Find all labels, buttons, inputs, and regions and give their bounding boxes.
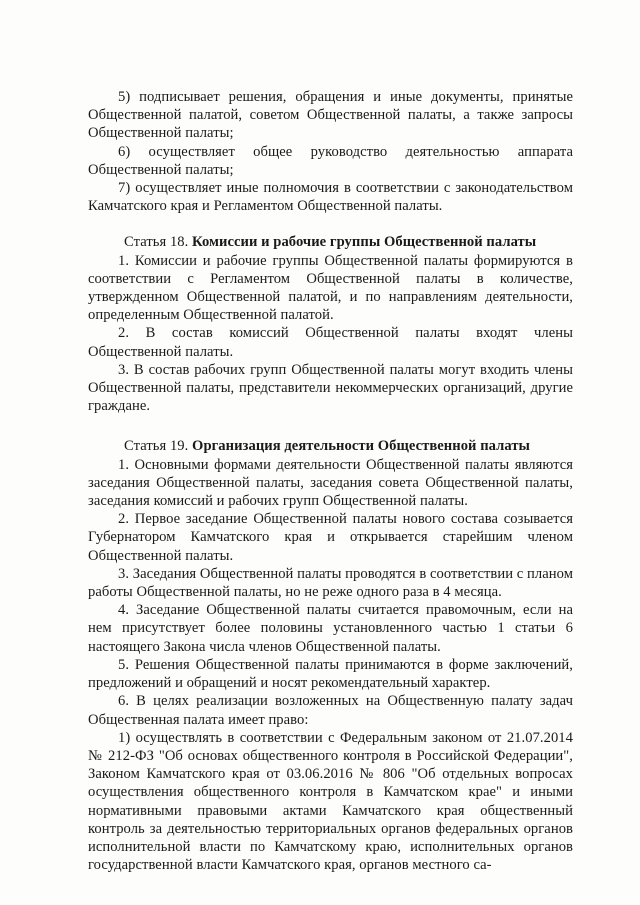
paragraph-7: 7) осуществляет иные полномочия в соответствии с законодательством Камчатского края и Регламентом Общественной палаты.: [88, 180, 573, 215]
paragraph-6: 6) осуществляет общее руководство деятельностью аппарата Общественной палаты;: [88, 143, 573, 178]
article-19-paragraph-5: 5. Решения Общественной палаты принимаются в форме заключений, предложений и обращений и носят рекомендательный характер.: [88, 656, 573, 692]
article-18-paragraph-3: 3. В состав рабочих групп Общественной палаты могут входить члены Общественной палаты, представители некоммерческих организаций, другие граждане.: [88, 361, 573, 415]
document-body: [88, 88, 573, 874]
article-19-subitem-1: 1) осуществлять в соответствии с Федеральным законом от 21.07.2014 № 212-ФЗ "Об основах общественного контроля в Российской Федерации", Законом Камчатского края от 03.06.2016 № 806 "Об отдельных вопросах осуществления общественного контроля в Камчатском крае" и иными нормативными правовыми актами Камчатского края общественный контроль за деятельностью территориальных органов федеральных органов исполнительной власти по Камчатскому краю, исполнительных органов государственной власти Камчатского края, органов местного са-: [88, 729, 573, 874]
article-18-paragraph-1: 1. Комиссии и рабочие группы Общественной палаты формируются в соответствии с Регламентом Общественной палаты в количестве, утвержденном Общественной палатой, и по направлениям деятельности, определенным Общественной палатой.: [88, 252, 573, 324]
article-18-title: Комиссии и рабочие группы Общественной палаты: [192, 234, 537, 251]
article-19-prefix: Статья 19.: [124, 438, 193, 455]
article-19-paragraph-3: 3. Заседания Общественной палаты проводятся в соответствии с планом работы Общественной палаты, но не реже одного раза в 4 месяца.: [88, 565, 573, 601]
article-19-paragraph-2: 2. Первое заседание Общественной палаты нового состава созывается Губернатором Камчатского края и открывается старейшим членом Общественной палаты.: [88, 511, 573, 564]
article-18-prefix: Статья 18.: [124, 234, 193, 251]
article-19-heading: [88, 437, 573, 455]
article-19-paragraph-1: 1. Основными формами деятельности Общественной палаты являются заседания Общественной палаты, заседания совета Общественной палаты, заседания комиссий и рабочих групп Общественной палаты.: [88, 456, 573, 510]
article-19-title: Организация деятельности Общественной палаты: [192, 438, 530, 455]
paragraph-5: 5) подписывает решения, обращения и иные документы, принятые Общественной палатой, советом Общественной палаты, а также запросы Общественной палаты;: [88, 89, 573, 142]
article-18-heading: [88, 233, 573, 251]
article-19-paragraph-4: 4. Заседание Общественной палаты считается правомочным, если на нем присутствует более половины установленного частью 1 статьи 6 настоящего Закона числа членов Общественной палаты.: [88, 602, 573, 655]
article-18-paragraph-2: 2. В состав комиссий Общественной палаты входят члены Общественной палаты.: [88, 325, 573, 360]
article-19-paragraph-6: 6. В целях реализации возложенных на Общественную палату задач Общественная палата имеет право:: [88, 693, 573, 728]
